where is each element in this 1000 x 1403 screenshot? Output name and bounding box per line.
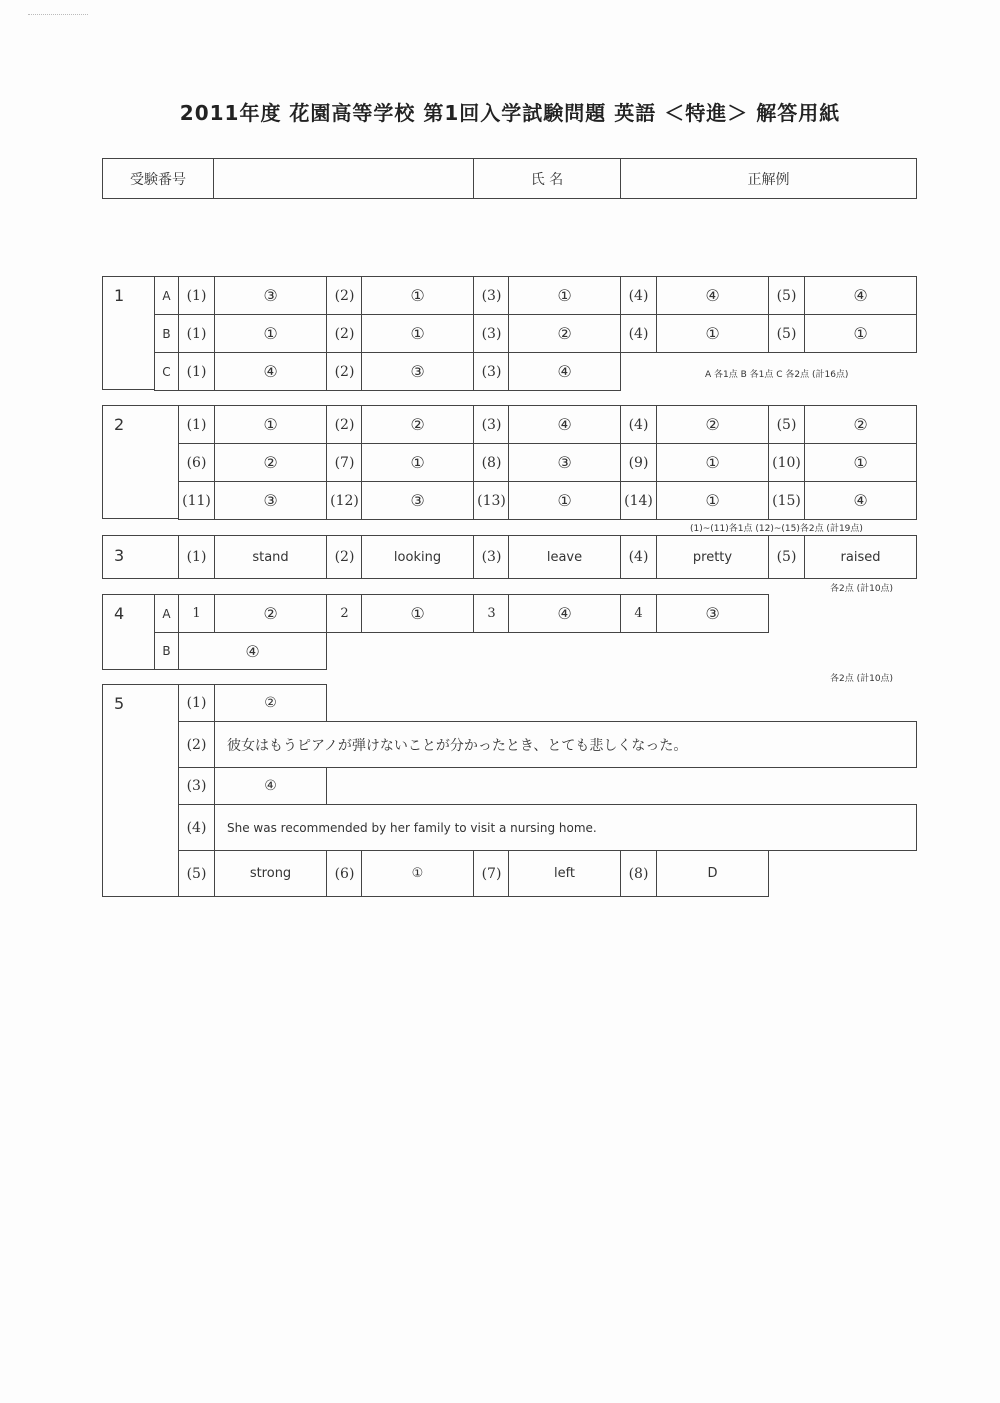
q1-number: 1 xyxy=(114,286,125,305)
q1-answer[interactable]: ① xyxy=(508,276,621,315)
q2-answer[interactable]: ② xyxy=(361,405,474,444)
q1-question-number: (3) xyxy=(473,276,510,315)
q3-question-number: (5) xyxy=(768,535,805,579)
exam-number-label: 受験番号 xyxy=(102,158,214,199)
q5-question-number: (5) xyxy=(178,850,215,897)
q5-number: 5 xyxy=(114,694,125,713)
q5-answer[interactable]: strong xyxy=(214,850,327,897)
q1-question-number: (1) xyxy=(178,314,215,353)
q2-answer[interactable]: ④ xyxy=(508,405,621,444)
q2-answer[interactable]: ③ xyxy=(214,481,327,520)
q5-1-answer[interactable]: ② xyxy=(214,684,327,722)
q1-answer[interactable]: ① xyxy=(214,314,327,353)
q4-question-number: 4 xyxy=(620,594,657,633)
q2-number: 2 xyxy=(114,415,125,434)
q2-question-number: (10) xyxy=(768,443,805,482)
q5-question-number: (8) xyxy=(620,850,657,897)
q3-question-number: (1) xyxy=(178,535,215,579)
q1-answer[interactable]: ① xyxy=(361,314,474,353)
q1-answer[interactable]: ③ xyxy=(214,276,327,315)
q5-4-answer[interactable]: She was recommended by her family to visit a nursing home. xyxy=(214,804,917,851)
q4-question-number: 3 xyxy=(473,594,510,633)
q2-question-number: (6) xyxy=(178,443,215,482)
q5-3-number: (3) xyxy=(178,767,215,805)
exam-number-field[interactable] xyxy=(213,158,474,199)
q3-answer[interactable]: raised xyxy=(804,535,917,579)
q1-question-number: (4) xyxy=(620,276,657,315)
q3-answer[interactable]: stand xyxy=(214,535,327,579)
q2-answer[interactable]: ① xyxy=(508,481,621,520)
q2-question-number: (2) xyxy=(326,405,363,444)
q3-number: 3 xyxy=(114,546,125,565)
q3-question-number: (2) xyxy=(326,535,363,579)
q2-question-number: (14) xyxy=(620,481,657,520)
q1-section xyxy=(102,276,155,390)
q2-question-number: (8) xyxy=(473,443,510,482)
q2-score-note: (1)~(11)各1点 (12)~(15)各2点 (計19点) xyxy=(690,524,863,534)
q1-question-number: (1) xyxy=(178,352,215,391)
name-label: 氏 名 xyxy=(473,158,621,199)
q2-answer[interactable]: ③ xyxy=(508,443,621,482)
q2-answer[interactable]: ① xyxy=(804,443,917,482)
q2-question-number: (13) xyxy=(473,481,510,520)
q5-4-number: (4) xyxy=(178,804,215,851)
scan-specks xyxy=(28,14,88,19)
q1-answer[interactable]: ① xyxy=(804,314,917,353)
q1-answer[interactable]: ② xyxy=(508,314,621,353)
q4-score-note: 各2点 (計10点) xyxy=(830,674,894,684)
q1-row-label: C xyxy=(154,352,179,391)
q1-question-number: (3) xyxy=(473,352,510,391)
q4-number: 4 xyxy=(114,604,125,623)
q4-b-label: B xyxy=(154,632,179,670)
q2-question-number: (12) xyxy=(326,481,363,520)
q5-question-number: (7) xyxy=(473,850,510,897)
q4-a-label: A xyxy=(154,594,179,633)
q1-answer[interactable]: ④ xyxy=(214,352,327,391)
q5-answer[interactable]: D xyxy=(656,850,769,897)
q4-question-number: 2 xyxy=(326,594,363,633)
q1-question-number: (3) xyxy=(473,314,510,353)
q1-answer[interactable]: ④ xyxy=(508,352,621,391)
q1-question-number: (2) xyxy=(326,276,363,315)
q5-answer[interactable]: left xyxy=(508,850,621,897)
q4-answer[interactable]: ① xyxy=(361,594,474,633)
q1-answer[interactable]: ④ xyxy=(656,276,769,315)
q5-3-answer[interactable]: ④ xyxy=(214,767,327,805)
q2-answer[interactable]: ① xyxy=(656,443,769,482)
q2-question-number: (4) xyxy=(620,405,657,444)
q2-question-number: (3) xyxy=(473,405,510,444)
q3-answer[interactable]: pretty xyxy=(656,535,769,579)
q4-answer[interactable]: ④ xyxy=(508,594,621,633)
q1-row-label: A xyxy=(154,276,179,315)
q2-answer[interactable]: ① xyxy=(214,405,327,444)
q1-answer[interactable]: ④ xyxy=(804,276,917,315)
q1-question-number: (1) xyxy=(178,276,215,315)
q3-answer[interactable]: looking xyxy=(361,535,474,579)
q2-answer[interactable]: ③ xyxy=(361,481,474,520)
q4-answer[interactable]: ② xyxy=(214,594,327,633)
q3-score-note: 各2点 (計10点) xyxy=(830,584,894,594)
q1-answer[interactable]: ③ xyxy=(361,352,474,391)
q4-b-answer[interactable]: ④ xyxy=(178,632,327,670)
q5-question-number: (6) xyxy=(326,850,363,897)
q1-question-number: (5) xyxy=(768,276,805,315)
q2-answer[interactable]: ② xyxy=(214,443,327,482)
page-title: 2011年度 花園高等学校 第1回入学試験問題 英語 ＜特進＞ 解答用紙 xyxy=(179,101,841,125)
q2-question-number: (1) xyxy=(178,405,215,444)
q1-row-label: B xyxy=(154,314,179,353)
q1-score-note: A 各1点 B 各1点 C 各2点 (計16点) xyxy=(705,370,849,380)
q4-question-number: 1 xyxy=(178,594,215,633)
q5-section xyxy=(102,684,179,897)
q2-question-number: (11) xyxy=(178,481,215,520)
q4-section xyxy=(102,594,155,670)
q1-answer[interactable]: ① xyxy=(361,276,474,315)
q2-question-number: (9) xyxy=(620,443,657,482)
q2-answer[interactable]: ④ xyxy=(804,481,917,520)
q1-question-number: (5) xyxy=(768,314,805,353)
q2-answer[interactable]: ② xyxy=(656,405,769,444)
q3-question-number: (3) xyxy=(473,535,510,579)
q5-1-number: (1) xyxy=(178,684,215,722)
q1-question-number: (4) xyxy=(620,314,657,353)
q2-answer[interactable]: ① xyxy=(361,443,474,482)
q5-2-answer[interactable]: 彼女はもうピアノが弾けないことが分かったとき、とても悲しくなった。 xyxy=(214,721,917,768)
q3-question-number: (4) xyxy=(620,535,657,579)
q1-question-number: (2) xyxy=(326,314,363,353)
q2-question-number: (7) xyxy=(326,443,363,482)
q1-answer[interactable]: ① xyxy=(656,314,769,353)
q1-question-number: (2) xyxy=(326,352,363,391)
q2-question-number: (5) xyxy=(768,405,805,444)
q5-answer[interactable]: ① xyxy=(361,850,474,897)
name-field[interactable]: 正解例 xyxy=(620,158,917,199)
q5-2-number: (2) xyxy=(178,721,215,768)
q3-answer[interactable]: leave xyxy=(508,535,621,579)
q2-question-number: (15) xyxy=(768,481,805,520)
q2-answer[interactable]: ① xyxy=(656,481,769,520)
q2-answer[interactable]: ② xyxy=(804,405,917,444)
q4-answer[interactable]: ③ xyxy=(656,594,769,633)
